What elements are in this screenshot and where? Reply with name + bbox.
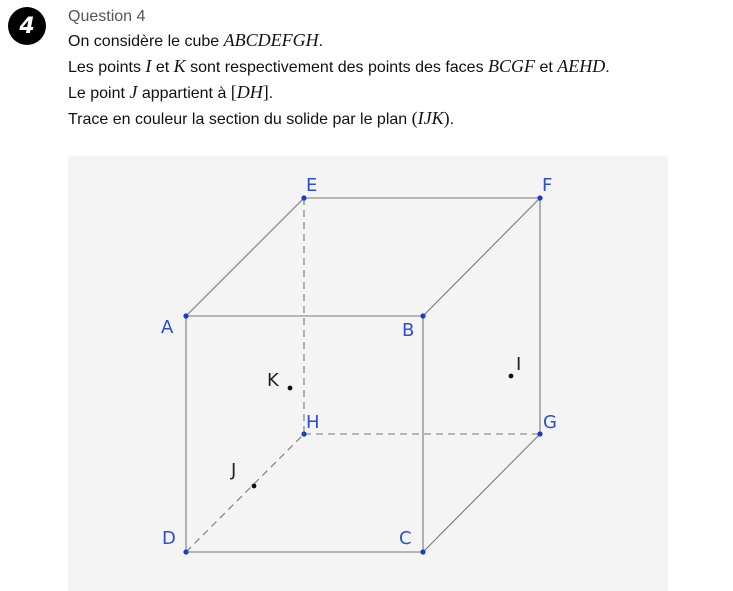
vertex-label-b: B — [402, 320, 415, 341]
vertex-e-dot — [301, 195, 306, 200]
vertex-a-dot — [183, 313, 188, 318]
face-bcgf-ref: BCGF — [488, 56, 536, 76]
segment-dh-ref: DH — [236, 82, 263, 102]
statement-line-4: Trace en couleur la section du solide par le plan (IJK). — [68, 108, 455, 128]
vertex-label-a: A — [161, 317, 174, 338]
point-j-ref: J — [129, 82, 138, 102]
vertex-label-g: G — [543, 412, 557, 433]
edge-ae — [186, 198, 304, 316]
cube-figure — [68, 156, 668, 591]
point-label-i: I — [516, 354, 522, 375]
point-label-j: J — [231, 460, 237, 481]
vertex-d-dot — [183, 549, 188, 554]
face-aehd-ref: AEHD — [557, 56, 606, 76]
statement-line-1: On considère le cube ABCDEFGH. — [68, 30, 324, 50]
statement-line-2: Les points I et K sont respectivement des points des faces BCGF et AEHD. — [68, 56, 610, 76]
point-k-ref: K — [173, 56, 186, 76]
edge-dh — [186, 434, 304, 552]
point-k-dot — [288, 386, 293, 391]
vertex-label-d: D — [162, 528, 176, 549]
point-i-dot — [509, 374, 514, 379]
vertex-label-h: H — [306, 412, 320, 433]
question-text — [68, 6, 723, 132]
vertex-label-c: C — [399, 528, 412, 549]
edge-cg — [423, 434, 540, 552]
vertex-b-dot — [420, 313, 425, 318]
vertex-f-dot — [537, 195, 542, 200]
point-i-ref: I — [145, 56, 152, 76]
question-title: Question 4 — [68, 8, 146, 25]
vertex-c-dot — [420, 549, 425, 554]
vertex-g-dot — [537, 431, 542, 436]
point-j-dot — [252, 484, 257, 489]
cube-name: ABCDEFGH — [223, 30, 319, 50]
vertex-label-f: F — [542, 175, 553, 196]
cube-diagram — [68, 156, 668, 591]
point-label-k: K — [267, 370, 279, 391]
edge-bf — [423, 198, 540, 316]
question-number-badge: 4 — [8, 7, 46, 45]
statement-line-3: Le point J appartient à [DH]. — [68, 82, 274, 102]
vertex-label-e: E — [306, 175, 318, 196]
plane-ijk-ref: IJK — [417, 108, 444, 128]
